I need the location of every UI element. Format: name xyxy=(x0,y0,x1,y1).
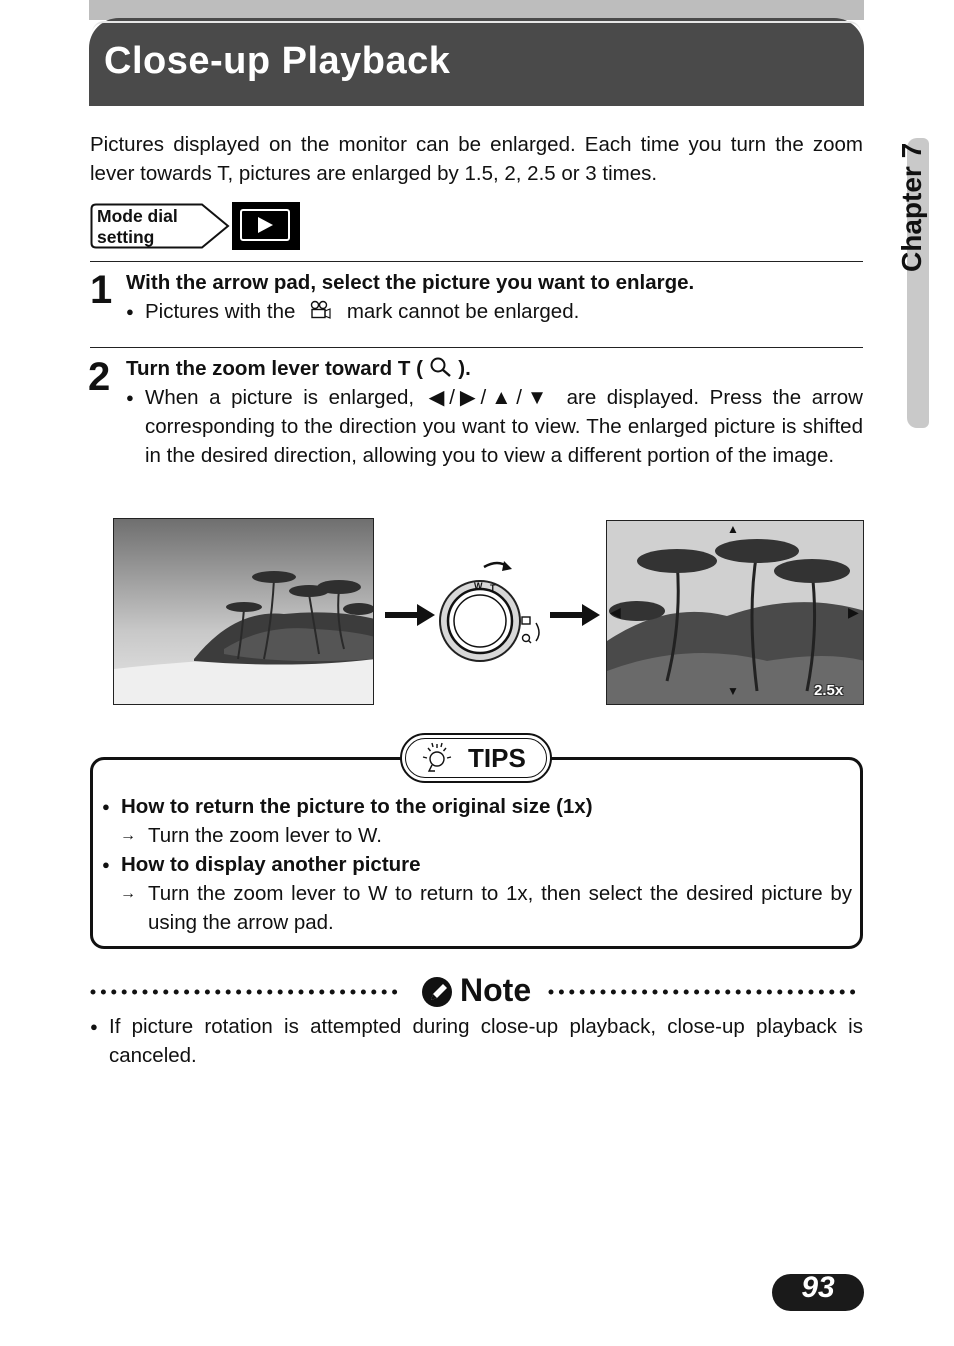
beach-photo-normal xyxy=(113,518,374,705)
bullet-icon: ● xyxy=(126,304,134,319)
play-mode-icon-frame xyxy=(240,209,290,241)
note-dotted-rule xyxy=(90,986,406,998)
header-top-strip xyxy=(89,0,864,20)
mode-dial-line2: setting xyxy=(97,227,155,247)
chapter-label: Chapter 7 xyxy=(896,142,927,272)
step-number: 2 xyxy=(88,355,111,399)
note-body xyxy=(90,1012,863,1070)
arrow-left-icon: ◀ xyxy=(610,604,621,620)
lever-t-label: T xyxy=(490,583,496,593)
bullet-icon: ● xyxy=(126,390,134,405)
step-divider xyxy=(90,347,863,348)
arrow-up-icon: ▲ xyxy=(727,522,739,536)
step-heading-text: Turn the zoom lever toward T ( xyxy=(126,357,423,380)
mode-dial-label xyxy=(97,206,207,248)
bullet-text: When a picture is enlarged, xyxy=(145,386,415,409)
arrow-right-icon: → xyxy=(120,885,136,902)
lever-w-label: W xyxy=(474,581,483,591)
note-label: Note xyxy=(460,972,532,1008)
step-divider xyxy=(90,261,863,262)
page-number: 93 xyxy=(801,1271,835,1304)
beach-photo-enlarged xyxy=(606,520,864,705)
bullet-text: Pictures with the xyxy=(145,300,296,323)
tips-label: TIPS xyxy=(468,743,526,773)
arrow-right-icon: → xyxy=(120,827,136,844)
step-bullet xyxy=(126,297,863,326)
tip-detail: Turn the zoom lever to W to return to 1x, then select the desired picture by using the arrow pad. xyxy=(148,882,852,934)
bullet-text: are displayed. Press the arrow corresponding to the direction you want to view. The enlarged picture is shifted in the desired direction, allowing you to view a different portion of the image. xyxy=(145,386,863,467)
play-triangle-icon xyxy=(242,211,288,239)
zoom-indicator: 2.5x xyxy=(814,682,844,699)
bullet-text: mark cannot be enlarged. xyxy=(346,300,580,323)
arrow-right-small-icon: ▶ xyxy=(848,604,859,620)
movie-icon xyxy=(301,300,341,320)
step-bullet xyxy=(126,383,863,470)
note-text: If picture rotation is attempted during close-up playback, close-up playback is canceled. xyxy=(109,1015,863,1067)
arrow-keys-icon: ◀/▶/▲/▼ xyxy=(428,386,553,409)
bullet-icon: ● xyxy=(102,857,110,872)
note-dotted-rule xyxy=(548,986,863,998)
page-title: Close-up Playback xyxy=(104,40,451,82)
bullet-icon: ● xyxy=(102,799,110,814)
arrow-down-icon: ▼ xyxy=(727,684,739,698)
tip-heading: How to display another picture xyxy=(121,853,421,876)
zoom-lever-icon xyxy=(432,553,548,665)
tips-body xyxy=(102,792,852,937)
step-heading xyxy=(126,354,471,383)
bullet-icon: ● xyxy=(90,1019,98,1034)
tip-heading: How to return the picture to the original size (1x) xyxy=(121,795,593,818)
tip-detail: Turn the zoom lever to W. xyxy=(148,824,382,847)
arrow-right-icon xyxy=(548,600,604,630)
mode-dial-line1: Mode dial xyxy=(97,206,178,226)
intro-paragraph: Pictures displayed on the monitor can be enlarged. Each time you turn the zoom lever towards T, pictures are enlarged by 1.5, 2, 2.5 or 3 times. xyxy=(90,133,863,185)
lightbulb-icon xyxy=(420,741,456,777)
step-heading-text: ). xyxy=(458,357,471,380)
pencil-note-icon xyxy=(420,974,456,1010)
step-number: 1 xyxy=(90,268,113,312)
arrow-right-icon xyxy=(383,600,439,630)
step-heading: With the arrow pad, select the picture you want to enlarge. xyxy=(126,271,695,294)
magnify-icon xyxy=(429,356,453,378)
